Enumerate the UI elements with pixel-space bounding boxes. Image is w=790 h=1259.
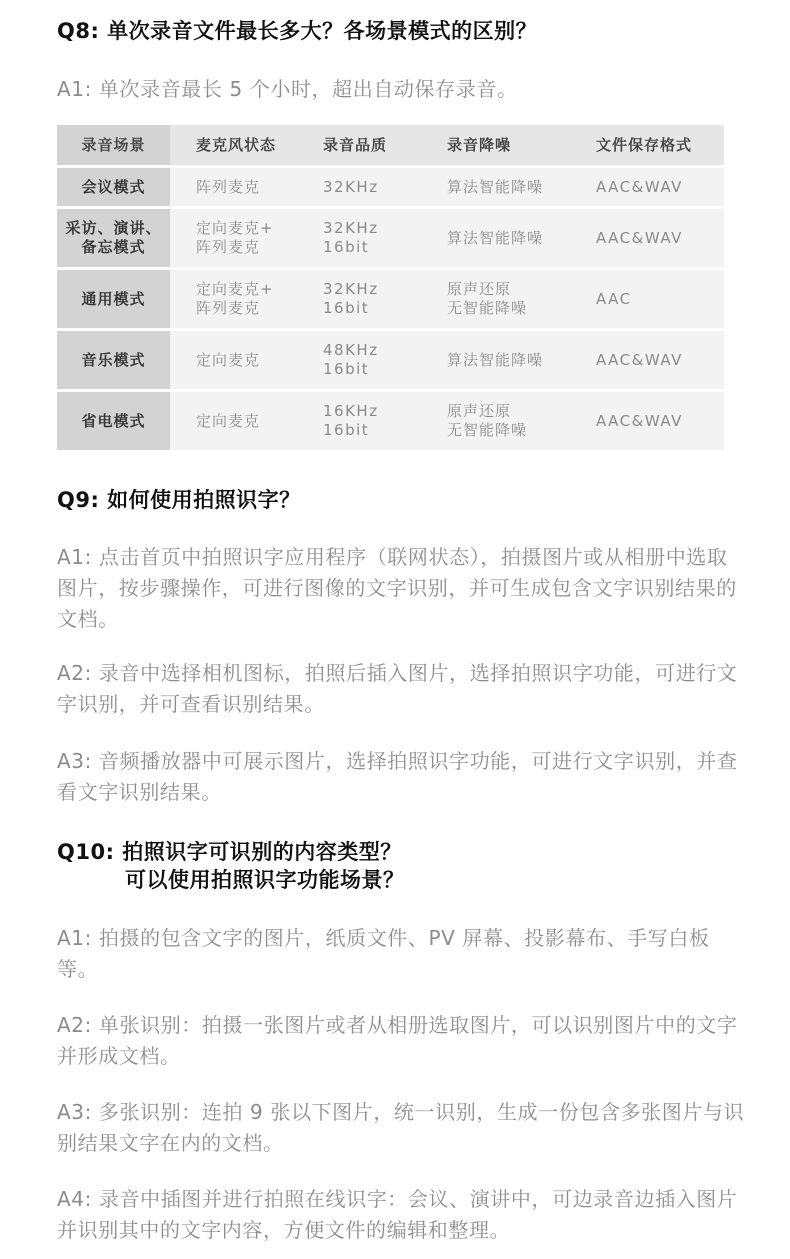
q9-answer-a1: A1: 点击首页中拍照识字应用程序（联网状态），拍摄图片或从相册中选取图片，按步骤操作，可进行图像的文字识别，并可生成包含文字识别结果的文档。 (57, 545, 737, 631)
cell-quality: 48KHz 16bit (297, 330, 421, 391)
cell-format: AAC&WAV (570, 391, 724, 452)
q10-answer-a3: A3: 多张识别：连拍 9 张以下图片，统一识别，生成一份包含多张图片与识别结果文字在内的文档。 (57, 1100, 745, 1155)
cell-format: AAC (570, 269, 724, 330)
cell-scene: 省电模式 (57, 391, 170, 452)
q8-question: Q8: 单次录音文件最长多大？各场景模式的区别？ (57, 19, 538, 43)
cell-noise: 算法智能降噪 (421, 330, 570, 391)
header-format: 文件保存格式 (570, 125, 724, 167)
cell-scene: 会议模式 (57, 167, 170, 208)
table-row (57, 269, 724, 330)
q10-answer-a4-block (57, 1184, 747, 1246)
q10-answer-a1: A1: 拍摄的包含文字的图片，纸质文件、PV 屏幕、投影幕布、手写白板等。 (57, 926, 710, 981)
cell-scene: 采访、演讲、 备忘模式 (57, 208, 170, 269)
q10-answer-a1-block (57, 923, 747, 985)
q10-question-line1: Q10: 拍照识字可识别的内容类型？ (57, 840, 402, 864)
cell-noise: 算法智能降噪 (421, 167, 570, 208)
cell-mic: 定向麦克+ 阵列麦克 (170, 269, 297, 330)
cell-format: AAC&WAV (570, 167, 724, 208)
q9-answers (57, 542, 747, 635)
table-header-row (57, 125, 724, 167)
q10-answer-a2: A2: 单张识别：拍摄一张图片或者从相册选取图片，可以识别图片中的文字并形成文档。 (57, 1013, 738, 1068)
cell-mic: 定向麦克 (170, 330, 297, 391)
q9-answer-a3-block (57, 746, 747, 808)
cell-quality: 32KHz 16bit (297, 208, 421, 269)
q10-question-line2: 可以使用拍照识字功能场景？ (125, 868, 405, 892)
q10-answer-a4: A4: 录音中插图并进行拍照在线识字：会议、演讲中，可边录音边插入图片并识别其中的文字内容，方便文件的编辑和整理。 (57, 1187, 738, 1242)
cell-quality: 32KHz 16bit (297, 269, 421, 330)
table-row (57, 167, 724, 208)
q9-question: Q9: 如何使用拍照识字？ (57, 488, 301, 512)
table-row (57, 330, 724, 391)
cell-noise: 原声还原 无智能降噪 (421, 269, 570, 330)
header-quality: 录音品质 (297, 125, 421, 167)
table-row (57, 391, 724, 452)
cell-mic: 定向麦克 (170, 391, 297, 452)
header-mic: 麦克风状态 (170, 125, 297, 167)
header-scene: 录音场景 (57, 125, 170, 167)
cell-mic: 定向麦克+ 阵列麦克 (170, 208, 297, 269)
q10-answer-a3-block (57, 1097, 747, 1159)
q9-answer-a2-block (57, 658, 747, 720)
table-row (57, 208, 724, 269)
q9-answer-a3: A3: 音频播放器中可展示图片，选择拍照识字功能，可进行文字识别，并查看文字识别结果。 (57, 749, 738, 804)
q10-answer-a2-block (57, 1010, 747, 1072)
q10-question (57, 838, 405, 894)
scene-mode-table (57, 125, 724, 453)
cell-quality: 32KHz (297, 167, 421, 208)
q9-answer-a2: A2: 录音中选择相机图标，拍照后插入图片，选择拍照识字功能，可进行文字识别，并可查看识别结果。 (57, 661, 738, 716)
cell-scene: 音乐模式 (57, 330, 170, 391)
cell-format: AAC&WAV (570, 330, 724, 391)
cell-mic: 阵列麦克 (170, 167, 297, 208)
cell-scene: 通用模式 (57, 269, 170, 330)
cell-format: AAC&WAV (570, 208, 724, 269)
header-noise: 录音降噪 (421, 125, 570, 167)
cell-quality: 16KHz 16bit (297, 391, 421, 452)
cell-noise: 算法智能降噪 (421, 208, 570, 269)
cell-noise: 原声还原 无智能降噪 (421, 391, 570, 452)
q8-answer-a1: A1: 单次录音最长 5 个小时，超出自动保存录音。 (57, 77, 518, 101)
